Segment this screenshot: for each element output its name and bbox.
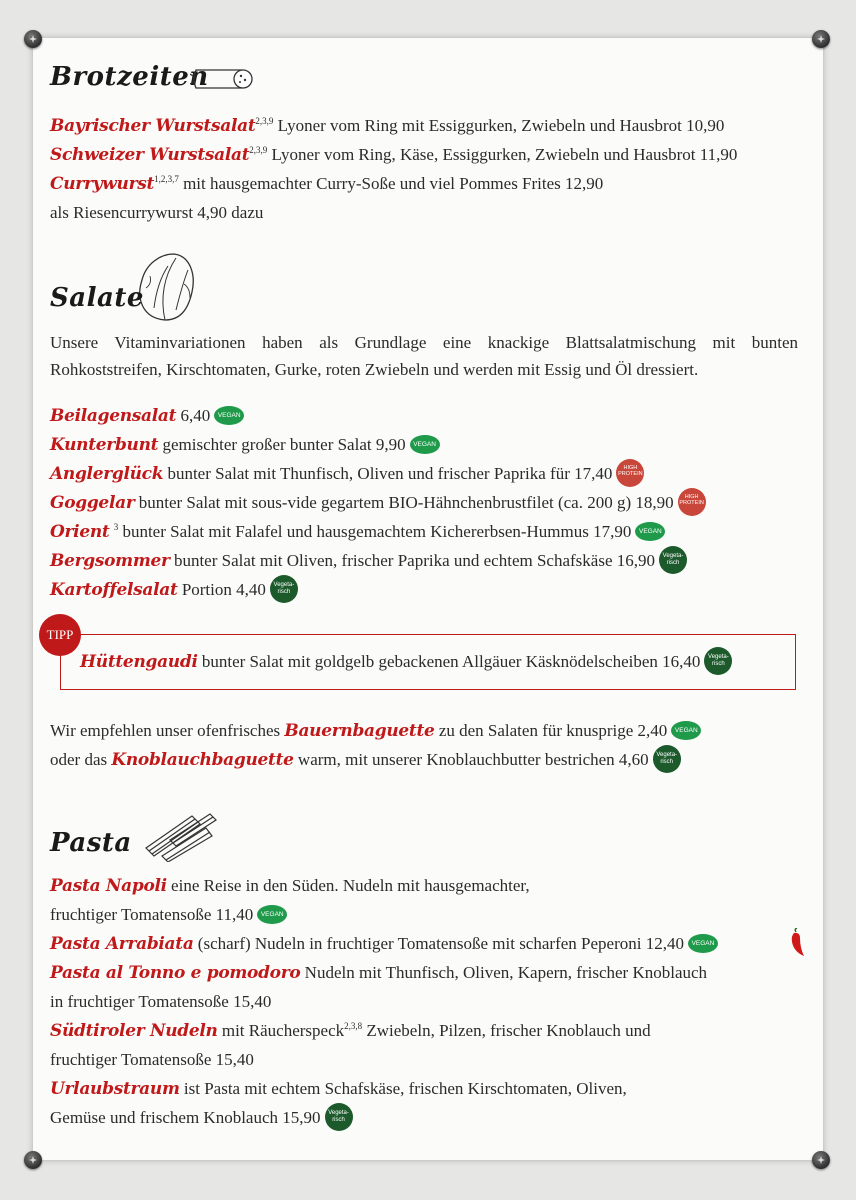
dish-line [50, 142, 737, 168]
dish-line-cont [50, 902, 287, 928]
dish-line [50, 873, 530, 899]
dish-desc: Lyoner vom Ring, Käse, Essiggurken, Zwiebeln und Hausbrot 11,90 [267, 145, 738, 164]
sausage-icon [190, 64, 260, 94]
dish-name: Kartoffelsalat [50, 580, 178, 600]
dish-desc: Gemüse und frischem Knoblauch 15,90 [50, 1108, 321, 1127]
section-title-pasta: Pasta [50, 828, 132, 858]
dish-desc: eine Reise in den Süden. Nudeln mit hausgemachter, [166, 876, 530, 895]
dish-desc: ist Pasta mit echtem Schafskäse, frischen Kirschtomaten, Oliven, [179, 1079, 627, 1098]
dish-name: Urlaubstraum [50, 1079, 180, 1099]
dish-name: Hüttengaudi [80, 652, 198, 672]
dish-name: Knoblauchbaguette [111, 750, 294, 770]
pin-icon [24, 30, 42, 48]
vegetarian-badge: Vegeta- risch [325, 1103, 353, 1131]
dish-desc: Nudeln mit Thunfisch, Oliven, Kapern, frischer Knoblauch [300, 963, 708, 982]
high-protein-badge: HIGH PROTEIN [616, 459, 644, 487]
section-title-salate: Salate [50, 283, 144, 313]
section-title-brotzeiten: Brotzeiten [50, 62, 209, 92]
vegetarian-badge: Vegeta- risch [704, 647, 732, 675]
dish-line [50, 548, 687, 576]
vegetarian-badge: Vegeta- risch [653, 745, 681, 773]
dish-desc: (scharf) Nudeln in fruchtiger Tomatensoße mit scharfen Peperoni 12,40 [193, 934, 684, 953]
allergen-note: 1,2,3,7 [154, 174, 179, 184]
tipp-badge: TIPP [39, 614, 81, 656]
dish-line [50, 113, 724, 139]
allergen-note: 2,3,9 [255, 116, 274, 126]
dish-desc: bunter Salat mit goldgelb gebackenen Allgäuer Käsknödelscheiben 16,40 [197, 652, 701, 671]
dish-extra: als Riesencurrywurst 4,90 dazu [50, 203, 264, 222]
dish-line [50, 490, 706, 518]
dish-desc: gemischter großer bunter Salat 9,90 [158, 435, 406, 454]
vegetarian-badge: Vegeta- risch [659, 546, 687, 574]
dish-line [50, 403, 244, 429]
baguette-line: oder das Knoblauchbaguette warm, mit unserer Knoblauchbutter bestrichen 4,60 Vegeta- risch [50, 747, 681, 775]
allergen-note: 2,3,9 [249, 145, 268, 155]
pin-icon [812, 1151, 830, 1169]
dish-line [50, 171, 603, 197]
dish-line [50, 1018, 651, 1044]
salate-intro-line-2: Rohkoststreifen, Kirschtomaten, Gurke, roten Zwiebeln und werden mit Essig und Öl dressiert. [50, 360, 699, 379]
dish-name: Schweizer Wurstsalat [50, 145, 250, 165]
dish-desc: bunter Salat mit Oliven, frischer Paprika und echtem Schafskäse 16,90 [169, 551, 656, 570]
dish-desc: Lyoner vom Ring mit Essiggurken, Zwiebeln und Hausbrot 10,90 [273, 116, 725, 135]
allergen-note: 3 [113, 522, 119, 532]
pasta-icon [140, 810, 220, 862]
dish-name: Pasta al Tonno e pomodoro [50, 963, 301, 983]
dish-line-cont [50, 1105, 353, 1133]
dish-name: Kunterbunt [50, 435, 159, 455]
dish-line [80, 649, 732, 677]
high-protein-badge: HIGH PROTEIN [678, 488, 706, 516]
dish-desc: mit Räucherspeck [217, 1021, 345, 1040]
dish-name: Orient [50, 522, 110, 542]
dish-line [50, 1076, 627, 1102]
dish-line-cont: fruchtiger Tomatensoße 15,40 [50, 1050, 254, 1069]
dish-desc: bunter Salat mit Thunfisch, Oliven und frischer Paprika für 17,40 [163, 464, 613, 483]
dish-name: Bauernbaguette [284, 721, 435, 741]
dish-line [50, 577, 298, 605]
dish-name: Goggelar [50, 493, 135, 513]
dish-line [50, 432, 440, 458]
dish-name: Pasta Arrabiata [50, 934, 194, 954]
dish-line-cont: in fruchtiger Tomatensoße 15,40 [50, 992, 272, 1011]
baguette-line: Wir empfehlen unser ofenfrisches Bauernbaguette zu den Salaten für knusprige 2,40 VEGAN [50, 718, 701, 744]
dish-desc: Zwiebeln, Pilzen, frischer Knoblauch und [362, 1021, 651, 1040]
pin-icon [24, 1151, 42, 1169]
vegan-badge: VEGAN [688, 934, 718, 953]
dish-name: Anglerglück [50, 464, 164, 484]
dish-desc: bunter Salat mit sous-vide gegartem BIO-Hähnchenbrustfilet (ca. 200 g) 18,90 [134, 493, 674, 512]
chili-icon [786, 928, 806, 958]
vegan-badge: VEGAN [410, 435, 440, 454]
dish-desc: fruchtiger Tomatensoße 11,40 [50, 905, 254, 924]
vegan-badge: VEGAN [635, 522, 665, 541]
dish-desc: mit hausgemachter Curry-Soße und viel Pommes Frites 12,90 [178, 174, 604, 193]
salate-intro: Unsere Vitaminvariationen haben als Grundlage eine knackige Blattsalatmischung mit bunten [50, 333, 798, 352]
dish-name: Currywurst [50, 174, 155, 194]
allergen-note: 2,3,8 [344, 1021, 363, 1031]
vegan-badge: VEGAN [214, 406, 244, 425]
dish-name: Bayrischer Wurstsalat [50, 116, 256, 136]
vegetarian-badge: Vegeta- risch [270, 575, 298, 603]
dish-desc: bunter Salat mit Falafel und hausgemachtem Kichererbsen-Hummus 17,90 [118, 522, 632, 541]
dish-desc: Portion 4,40 [177, 580, 266, 599]
vegan-badge: VEGAN [671, 721, 701, 740]
dish-name: Beilagensalat [50, 406, 177, 426]
vegan-badge: VEGAN [257, 905, 287, 924]
salate-intro-line-1 [50, 329, 798, 356]
dish-name: Südtiroler Nudeln [50, 1021, 218, 1041]
dish-line [50, 519, 665, 545]
dish-name: Bergsommer [50, 551, 170, 571]
dish-desc: 6,40 [176, 406, 211, 425]
dish-name: Pasta Napoli [50, 876, 167, 896]
dish-line [50, 931, 718, 957]
dish-line [50, 461, 644, 489]
dish-line [50, 960, 707, 986]
pin-icon [812, 30, 830, 48]
